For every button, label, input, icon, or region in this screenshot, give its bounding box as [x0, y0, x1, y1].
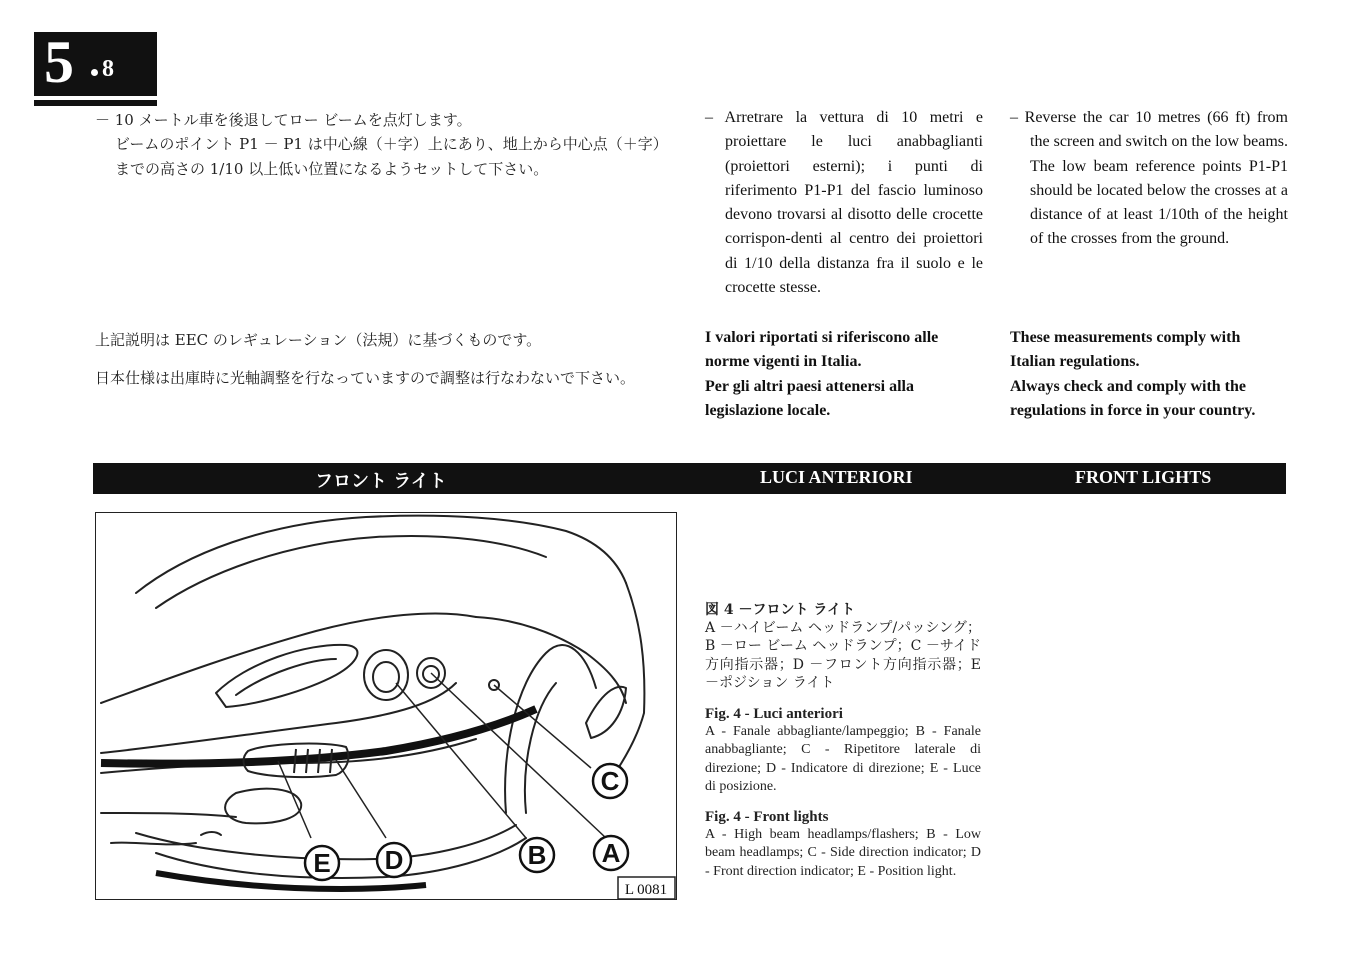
japanese-note-2: 日本仕様は出庫時に光軸調整を行なっていますので調整は行なわないで下さい。 — [95, 369, 636, 388]
caption-jp-title: 図 4 －フロント ライト — [705, 602, 855, 618]
english-note-2: Always check and comply with the regulations in force in your country. — [1010, 377, 1256, 419]
japanese-note-1: 上記説明は EEC のレギュレーション（法規）に基づくものです。 — [95, 331, 542, 349]
caption-jp — [705, 601, 981, 692]
english-step-block — [1010, 106, 1288, 252]
badge-underline — [34, 100, 157, 106]
svg-text:C: C — [600, 766, 620, 796]
italian-step-block — [705, 106, 983, 300]
callout-c — [593, 764, 627, 798]
caption-jp-body: A －ハイビーム ヘッドランプ/パッシング；B －ロー ビーム ヘッドランプ；C －サイド方向指示器；D －フロント方向指示器；E －ポジション ライト — [705, 620, 981, 691]
car-front-illustration — [96, 513, 676, 899]
caption-it-title: Fig. 4 - Luci anteriori — [705, 706, 843, 722]
japanese-notes — [95, 328, 680, 391]
front-lights-figure — [95, 512, 677, 900]
japanese-step-block — [95, 108, 680, 181]
page-number: 8 — [102, 56, 114, 82]
section-number: 5 — [44, 29, 74, 95]
svg-text:E: E — [313, 848, 331, 878]
section-title-jp: フロント ライト — [315, 471, 447, 492]
japanese-step-detail: ビームのポイント P1 － P1 は中心線（＋字）上にあり、地上から中心点（＋字）までの高さの 1/10 以上低い位置になるようセットして下さい。 — [115, 135, 668, 178]
caption-en-body: A - High beam headlamps/flashers; B - Low beam headlamps; C - Side direction indicator; D - Front direction indicator; E - Position light. — [705, 827, 981, 879]
english-note-1: These measurements comply with Italian regulations. — [1010, 329, 1241, 371]
english-step: – Reverse the car 10 metres (66 ft) from the screen and switch on the low beams. The low beam reference points P1-P1 should be located below the crosses at a distance of at least 1/10th of the height of the crosses from the ground. — [1010, 109, 1288, 248]
section-title-it: LUCI ANTERIORI — [760, 467, 913, 487]
badge-dot — [91, 69, 98, 76]
japanese-step: － 10 メートル車を後退してロー ビームを点灯します。 — [95, 111, 472, 129]
callout-a — [594, 836, 628, 870]
svg-text:B: B — [527, 840, 547, 870]
svg-text:A: A — [601, 838, 621, 868]
italian-step: – Arretrare la vettura di 10 metri e proiettare le luci anabbaglianti (proiettori esterni); i punti di riferimento P1-P1 del fascio luminoso devono trovarsi al disotto delle crocette corrispon-denti al centro dei proiettori di 1/10 della distanza fra il suolo e le crocette stesse. — [705, 109, 983, 297]
section-title-bar — [93, 463, 1286, 494]
caption-it-body: A - Fanale abbagliante/lampeggio; B - Fanale anabbagliante; C - Ripetitore laterale di direzione; D - Indicatore di direzione; E - Luce di posizione. — [705, 724, 981, 794]
italian-notes — [705, 326, 983, 423]
callout-d — [377, 843, 411, 877]
callout-b — [520, 838, 554, 872]
caption-en-title: Fig. 4 - Front lights — [705, 809, 829, 825]
callout-circles — [305, 764, 628, 880]
callout-e — [305, 846, 339, 880]
english-notes — [1010, 326, 1288, 423]
figure-code: L 0081 — [624, 882, 668, 898]
caption-it — [705, 705, 981, 796]
section-title-en: FRONT LIGHTS — [1075, 467, 1212, 487]
caption-en — [705, 808, 981, 881]
svg-text:D: D — [384, 845, 404, 875]
italian-note-2: Per gli altri paesi attenersi alla legislazione locale. — [705, 377, 914, 419]
section-badge — [34, 29, 157, 96]
italian-note-1: I valori riportati si riferiscono alle norme vigenti in Italia. — [705, 329, 939, 371]
